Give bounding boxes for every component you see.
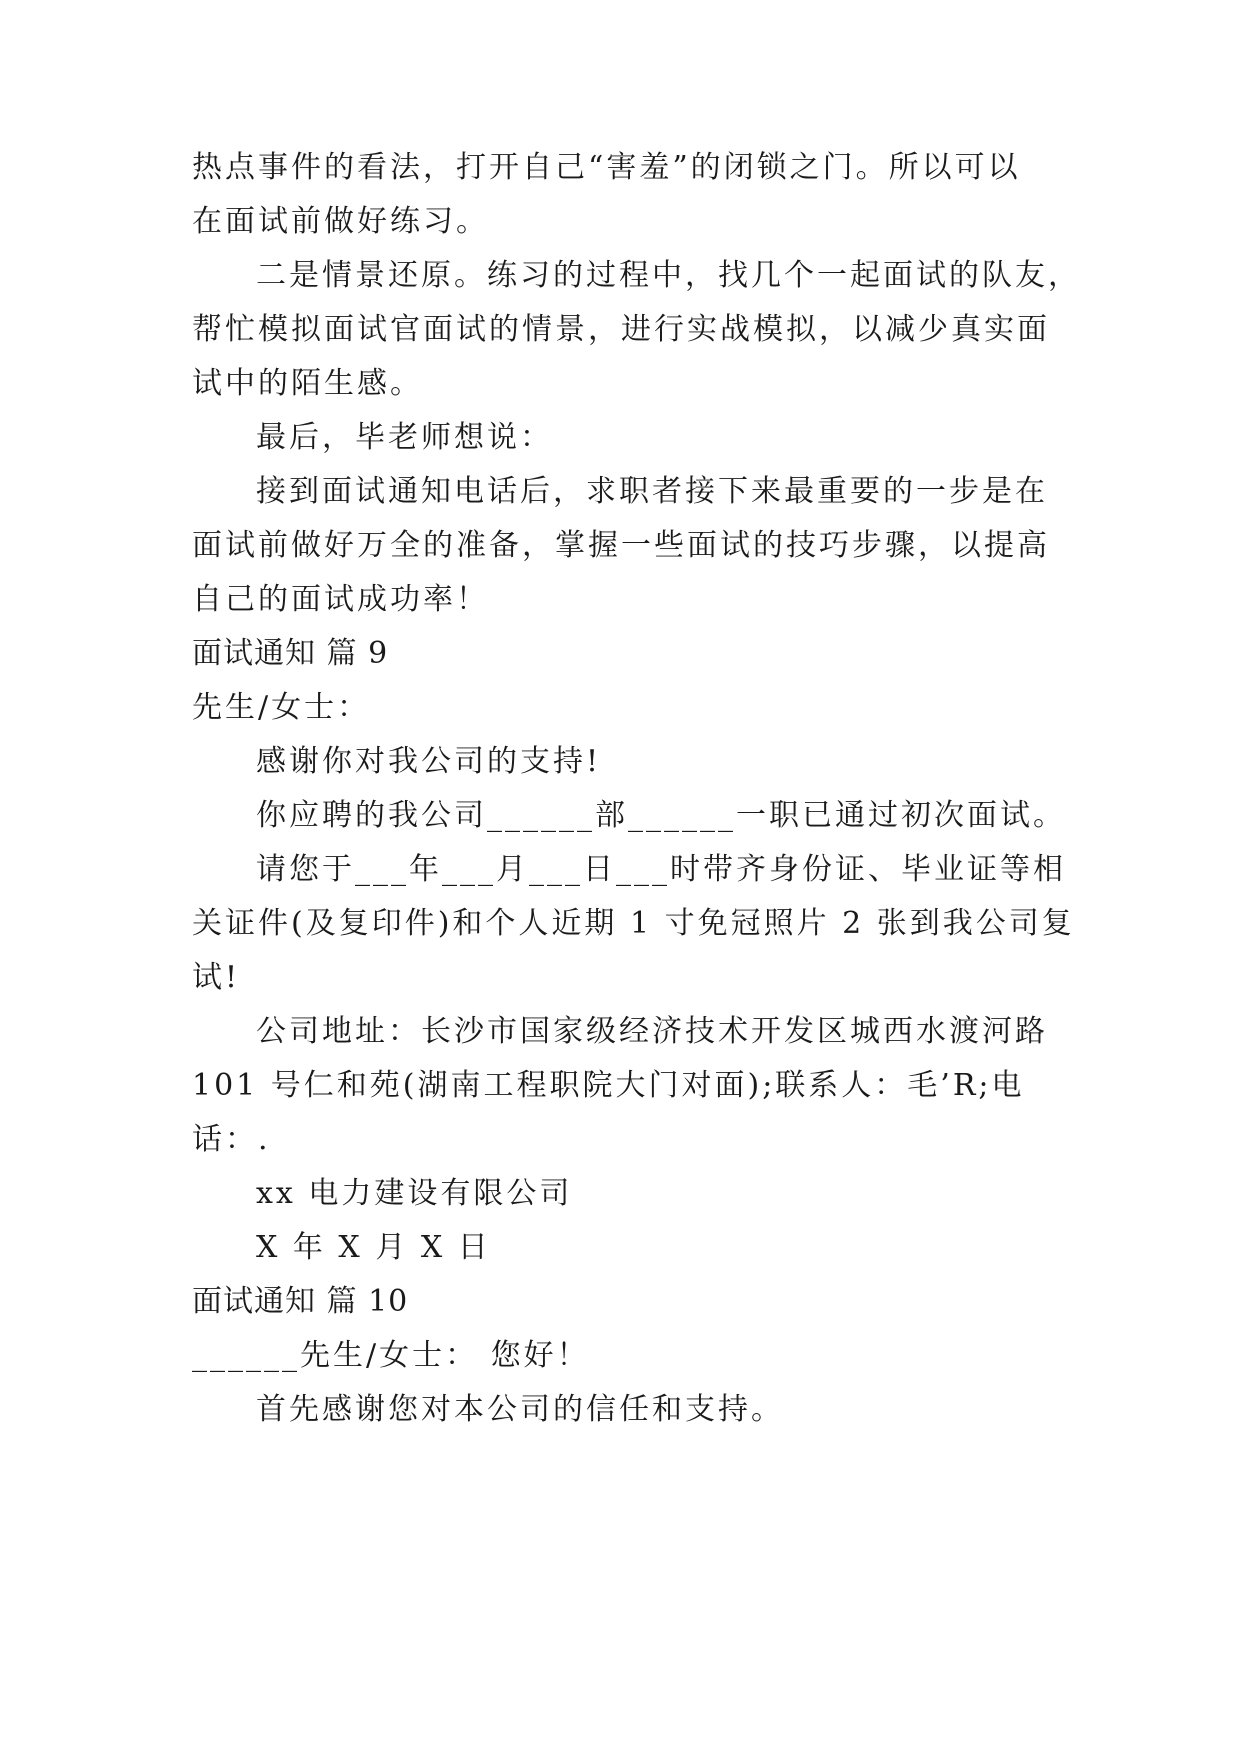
body-text-line: 自己的面试成功率！ (192, 582, 489, 617)
section-heading: 面试通知 篇 10 (192, 1284, 409, 1319)
signature-company: xx 电力建设有限公司 (256, 1176, 573, 1211)
body-text-line: 二是情景还原。练习的过程中，找几个一起面试的队友， (256, 258, 1081, 293)
body-text-line: 关证件(及复印件)和个人近期 1 寸免冠照片 2 张到我公司复 (192, 906, 1075, 941)
body-text-line: 试! (192, 960, 241, 995)
body-text-line: 请您于___年___月___日___时带齐身份证、毕业证等相 (256, 852, 1066, 887)
body-text-line: 试中的陌生感。 (192, 366, 423, 401)
body-text-line: 公司地址：长沙市国家级经济技术开发区城西水渡河路 (256, 1014, 1048, 1049)
signature-date: X 年 X 月 X 日 (256, 1230, 491, 1265)
body-text-line: 热点事件的看法，打开自己“害羞”的闭锁之门。所以可以 (192, 150, 1021, 185)
body-text-line: 接到面试通知电话后，求职者接下来最重要的一步是在 (256, 474, 1048, 509)
salutation: 先生/女士： (192, 690, 371, 725)
body-text-line: 101 号仁和苑(湖南工程职院大门对面);联系人：毛’R;电 (192, 1068, 1025, 1103)
body-text-line: 帮忙模拟面试官面试的情景，进行实战模拟，以减少真实面 (192, 312, 1050, 347)
body-text-line: 感谢你对我公司的支持! (256, 744, 602, 779)
section-heading: 面试通知 篇 9 (192, 636, 389, 671)
body-text-line: 你应聘的我公司______部______一职已通过初次面试。 (256, 798, 1066, 833)
body-text-line: 最后，毕老师想说： (256, 420, 553, 455)
body-text-line: 首先感谢您对本公司的信任和支持。 (256, 1392, 784, 1427)
body-text-line: 话：. (192, 1122, 271, 1157)
salutation: ______先生/女士： 您好！ (192, 1338, 590, 1373)
body-text-line: 在面试前做好练习。 (192, 204, 489, 239)
body-text-line: 面试前做好万全的准备，掌握一些面试的技巧步骤，以提高 (192, 528, 1050, 563)
